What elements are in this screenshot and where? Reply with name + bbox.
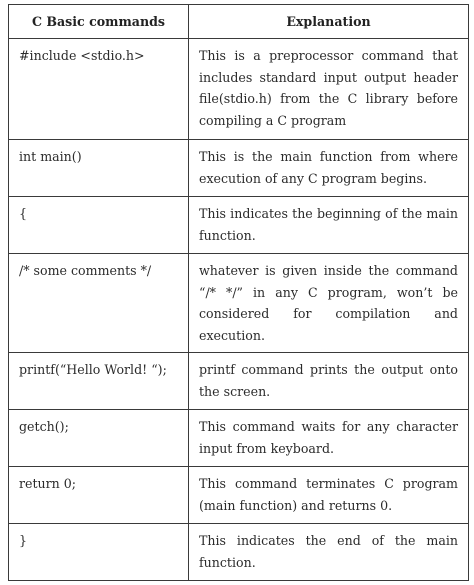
command-cell: { [9,197,189,254]
table-header-row [9,5,469,39]
table-row [9,197,469,254]
column-header-commands: C Basic commands [9,5,189,39]
explanation-cell: This is the main function from where execution of any C program begins. [189,140,469,197]
table-row [9,254,469,353]
command-cell: getch(); [9,410,189,467]
explanation-cell: This indicates the end of the main function. [189,524,469,581]
explanation-cell: This is a preprocessor command that includes standard input output header file(stdio.h) from the C library before compiling a C program [189,39,469,140]
command-cell: return 0; [9,467,189,524]
explanation-cell: This indicates the beginning of the main function. [189,197,469,254]
table-row [9,467,469,524]
command-cell: printf(“Hello World! “); [9,353,189,410]
table-row [9,410,469,467]
explanation-cell: This command waits for any character input from keyboard. [189,410,469,467]
command-cell: } [9,524,189,581]
explanation-cell: printf command prints the output onto the screen. [189,353,469,410]
command-cell: /* some comments */ [9,254,189,353]
c-commands-table [8,4,469,581]
table-row [9,353,469,410]
command-cell: int main() [9,140,189,197]
explanation-cell: This command terminates C program (main function) and returns 0. [189,467,469,524]
table-row [9,140,469,197]
explanation-cell: whatever is given inside the command “/* */” in any C program, won’t be considered for compilation and execution. [189,254,469,353]
table-row [9,524,469,581]
command-cell: #include <stdio.h> [9,39,189,140]
column-header-explanation: Explanation [189,5,469,39]
table-row [9,39,469,140]
